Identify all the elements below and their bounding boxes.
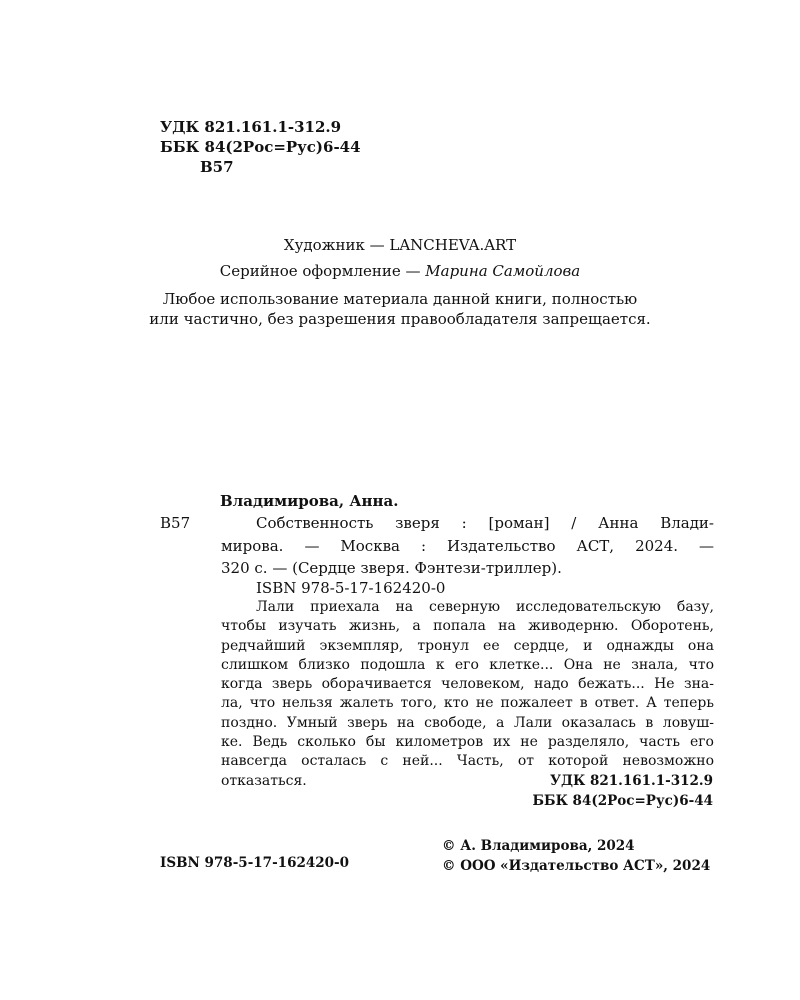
annotation-line: навсегда осталась с ней... Часть, от которой невозможно — [221, 753, 714, 770]
annotation-line: когда зверь оборачивается человеком, надо бежать... Не зна- — [221, 676, 714, 693]
author-mark: В57 — [200, 158, 234, 176]
annotation-line: слишком близко подошла к его клетке... Она не знала, что — [221, 656, 714, 673]
isbn-footer: ISBN 978-5-17-162420-0 — [160, 855, 350, 871]
series-design-credit — [100, 262, 700, 280]
bbk-code: ББК 84(2Рос=Рус)6-44 — [532, 793, 713, 809]
annotation-line: отказаться. — [221, 772, 307, 789]
classification-codes — [160, 117, 361, 177]
rights-line: или частично, без разрешения правообладателя запрещается. — [149, 310, 651, 328]
annotation — [221, 598, 714, 791]
udk-code: УДК 821.161.1-312.9 — [160, 118, 342, 136]
author-heading: Владимирова, Анна. — [220, 492, 399, 510]
series-label: Серийное оформление — — [219, 262, 426, 280]
bibliographic-code: В57 — [160, 514, 191, 532]
classification-codes-bottom — [500, 771, 713, 811]
annotation-line: ке. Ведь сколько бы километров их не разделяло, часть его — [221, 734, 714, 751]
annotation-line: ла, что нельзя жалеть того, кто не пожалеет в ответ. А теперь — [221, 695, 714, 712]
annotation-line: Лали приехала на северную исследовательскую базу, — [256, 599, 714, 615]
annotation-line: редчайший экземпляр, тронул ее сердце, и однажды она — [221, 637, 714, 654]
biblio-line: 320 с. — (Сердце зверя. Фэнтези-триллер). — [221, 559, 562, 577]
rights-notice — [100, 289, 700, 329]
rights-line: Любое использование материала данной книги, полностью — [162, 290, 638, 308]
series-designer-name: Марина Самойлова — [425, 262, 581, 280]
isbn: ISBN 978-5-17-162420-0 — [256, 579, 446, 597]
udk-code: УДК 821.161.1-312.9 — [550, 773, 713, 789]
copyright-author: © А. Владимирова, 2024 — [442, 838, 635, 854]
annotation-line: поздно. Умный зверь на свободе, а Лали оказалась в ловуш- — [221, 714, 714, 731]
bibliographic-description — [221, 512, 714, 580]
copyright-block — [442, 836, 714, 876]
artist-credit: Художник — LANCHEVA.ART — [283, 236, 517, 254]
copyright-publisher: © ООО «Издательство АСТ», 2024 — [442, 858, 711, 874]
biblio-line: Собственность зверя : [роман] / Анна Влади- — [256, 514, 714, 532]
bbk-code: ББК 84(2Рос=Рус)6-44 — [160, 138, 361, 156]
annotation-line: чтобы изучать жизнь, а попала на живодерню. Оборотень, — [221, 618, 714, 635]
biblio-line: мирова. — Москва : Издательство АСТ, 2024. — — [221, 536, 714, 555]
